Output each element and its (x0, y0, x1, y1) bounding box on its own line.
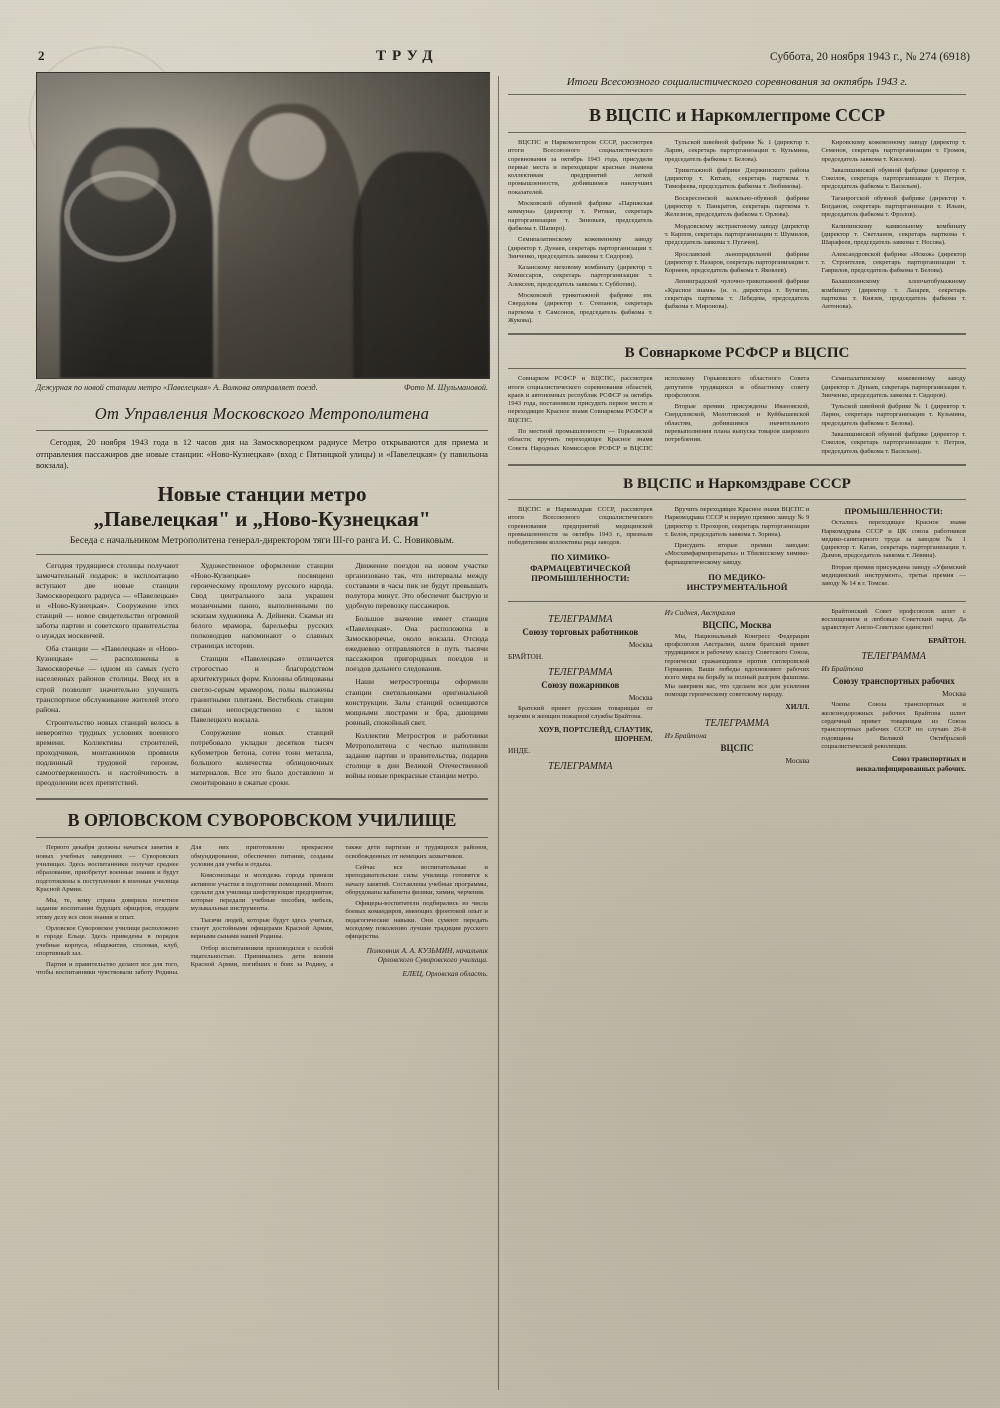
competition-results-heading: Итоги Всесоюзного социалистического соревнования за октябрь 1943 г. (566, 76, 908, 88)
paragraph: Завалишинской обувной фабрике (директор т. Соколов, секретарь парторганизации т. Петров, председатель фабкома т. Васильев). (821, 166, 966, 191)
paragraph: Оба станции — «Павелецкая» и «Ново-Кузнецкая» — расположены в Замоскворечье — одном из самых густо населенных районов столицы. Ввод их в строй позволит значительно улучшить транспортное обслуживание жителей этого района. (36, 644, 179, 714)
telegram-label: ТЕЛЕГРАММА (704, 717, 770, 729)
telegram-recipient: Союзу пожарников (541, 679, 620, 690)
right-column (508, 72, 966, 773)
telegram-label: ТЕЛЕГРАММА (548, 666, 613, 678)
paragraph: Вторая премия присуждена заводу «Уфимский медицинский инструмент», третья премия — заводу № 14 в г. Томске. (821, 563, 966, 588)
masthead (38, 48, 970, 65)
vcsps-legprom-body (508, 139, 966, 325)
paragraph: Балашихинскому хлопчатобумажному комбинату (директор т. Лазарев, секретарь парткома т. Князев, председатель фабкома т. Антонова). (821, 278, 966, 311)
telegram-body: Брайтонский Совет профсоюзов шлет с восхищением и любовью Советский народ. Да здравствует Англо-Советское единство! (821, 607, 966, 632)
telegram-signature: ХИЛЛ. (785, 702, 810, 712)
paragraph: Кировскому кожевенному заводу (директор т. Семенов, секретарь парторганизации т. Громов, председатель завкома т. Киселев). (821, 139, 966, 163)
paragraph: Воскресенской валяльно-обувной фабрике (директор т. Панкратов, секретарь парткома т. Железнов, председатель фабкома т. Орлова). (664, 194, 810, 219)
paragraph: Семипалатинскому кожевенному заводу (директор т. Дунаев, секретарь парторганизации т. Зинченко, председатель завкома т. Сидоров). (821, 375, 966, 399)
paragraph: Первого декабря должны начаться занятия в новых учебных заведениях — Суворовских училищах. Здесь воспитанники получат среднее образование, приобретут военные знания и будут подготовлены к поступлению в военные училища Красной Армии. (36, 844, 179, 893)
telegram-city: Москва (785, 756, 810, 766)
paragraph: Вручить переходящее Красное знамя ВЦСПС и Наркомздрава СССР и первую премию заводу № 9 (директор т. Прохоров, секретарь парторганизации т. Белов, председатель завкома т. Зорина). (664, 505, 810, 538)
metro-photo (36, 72, 490, 379)
telegram-item (508, 667, 653, 755)
telegram-item (508, 614, 653, 661)
sovnarkom-body (508, 375, 966, 456)
photo-caption-row (36, 383, 488, 392)
paragraph: Семипалатинскому кожевенному заводу (директор т. Дунаев, секретарь парторганизации т. Зинченко, председатель завкома т. Сидоров). (508, 236, 653, 260)
left-column (36, 72, 488, 978)
telegram-label: ТЕЛЕГРАММА (548, 760, 613, 772)
telegram-place: БРАЙТОН. (508, 651, 544, 661)
paragraph: Совнарком РСФСР и ВЦСПС, рассмотрев итоги социалистического соревнования областей, краев и автономных республик РСФСР за октябрь 1943 года, постановили присудить первое место и переходящее Красное знамя Совнаркома РСФСР и ВЦСПС. (508, 375, 653, 424)
telegram-place: ИНДЕ. (508, 745, 531, 755)
suvorov-signature-2: ЕЛЕЦ, Орловская область. (402, 968, 488, 978)
paragraph: Тысячи людей, которые будут здесь учиться, станут достойными офицерами Красной Армии, верными сынами нашей Родины. (190, 916, 334, 941)
vcsps-zdrav-heading: В ВЦСПС и Наркомздраве СССР (623, 475, 851, 492)
paragraph: Тульской швейной фабрике № 1 (директор т. Ларин, секретарь парторганизации т. Кузьмина, председатель фабкома т. Белова). (664, 139, 810, 163)
paragraph: ВЦСПС и Наркомздрав СССР, рассмотрев итоги Всесоюзного социалистического соревнования предприятий медицинской промышленности за октябрь 1943 г., признали победителями коллективы ряда заводов. (508, 505, 653, 547)
photo-caption: Дежурная по новой станции метро «Павелецкая» А. Волкова отправляет поезд. (36, 383, 318, 392)
article-title (36, 482, 488, 532)
article-title-line1: Новые станции метро (157, 481, 367, 506)
paragraph: Движение поездов на новом участке организовано так, что интервалы между составами в часы пик не будут превышать полутора минут. Это обеспечит быструю и удобную перевозку пассажиров. (345, 561, 488, 611)
paragraph: Офицеры-воспитатели подбирались из числа боевых командиров, имеющих фронтовой опыт и педагогические навыки. Они сумеют передать молодому поколению лучшие традиции русского офицерства. (345, 900, 488, 941)
telegram-body: Члены Союза транспортных и железнодорожных рабочих Брайтона шлют сердечный привет товарищам из Союза транспортных рабочих СССР по случаю 26-й годовщины Великой Октябрьской социалистической революции. (821, 701, 966, 750)
paragraph: Орловское Суворовское училище расположено в городе Ельце. Здесь приведены в порядок учебные корпуса, общежития, столовая, клуб, спортивный зал. (36, 925, 179, 957)
column-divider (498, 76, 499, 1390)
paragraph: Отбор воспитанников производился с особой тщательностью. Принимались дети воинов Красной Армии, погибших в боях за Родину, а также дети партизан и трудящихся районов, освобожденных от немецких захватчиков. (190, 844, 488, 969)
vcsps-legprom-heading: В ВЦСПС и Наркомлегпроме СССР (589, 105, 885, 125)
paragraph: Мордовскому экстрактовому заводу (директор т. Карпов, секретарь парторганизации т. Шумилов, председатель завкома т. Пугачев). (664, 222, 810, 247)
telegram-origin: Из Брайтона (821, 664, 864, 674)
paragraph: Присудить вторые премии заводам: «Мосхимфармпрепараты» и Тбилисскому химико-фармацевтическому заводу. (664, 542, 810, 566)
issue-line: Суббота, 20 ноября 1943 г., № 274 (6918) (770, 51, 970, 63)
article-body (36, 561, 488, 788)
paragraph: Сооружение новых станций потребовало укладки десятков тысяч кубометров бетона, сотен тонн металла, большого количества облицовочных материалов. Все это было доставлено и смонтировано в сжатые сроки. (190, 727, 334, 787)
paragraph: Московской обувной фабрике «Парижская коммуна» (директор т. Ритман, секретарь парторганизации т. Зиновьев, председатель фабкома т. Шапиро). (508, 200, 653, 232)
telegram-signature: БРАЙТОН. (928, 635, 966, 645)
telegram-origin: Из Брайтона (664, 730, 707, 740)
telegram-label: ТЕЛЕГРАММА (548, 613, 613, 625)
vcsps-zdrav-body (508, 506, 966, 593)
telegrams-area (508, 608, 966, 774)
suvorov-article-body (36, 844, 488, 978)
suvorov-article-title: В ОРЛОВСКОМ СУВОРОВСКОМ УЧИЛИЩЕ (67, 810, 457, 831)
paragraph: Комсомольцы и молодежь города приняли активное участие в подготовке помещений. Много сделали для училища шефствующие предприятия, которые передали учебные пособия, мебель, музыкальные инструменты. (190, 872, 334, 913)
paragraph: Ярославской льнопрядильной фабрике (директор т. Назаров, секретарь парторганизации т. Корнеев, председатель фабкома т. Яковлев). (664, 250, 810, 275)
paragraph: Калининскому камвольному комбинату (директор т. Светланов, секретарь парткома т. Шарафеев, председатель завкома т. Носова). (821, 222, 966, 247)
section-head-pharma: ПО ХИМИКО-ФАРМАЦЕВТИЧЕСКОЙ ПРОМЫШЛЕННОСТИ: (530, 552, 631, 584)
paragraph: Партия и правительство делают все для того, чтобы воспитанники чувствовали заботу Родины. Для них приготовлено прекрасное обмундирование, обеспечено питание, созданы условия для учебы и отдыха. (36, 844, 334, 977)
page-number: 2 (38, 48, 45, 63)
dept-lede: Сегодня, 20 ноября 1943 года в 12 часов дня на Замоскворецком радиусе Метро открываются для приема и отправления пассажиров две новые станции: «Ново-Кузнецкая» (вход с Пятницкой улицы) и «Павелецкая» (у павильона вокзала). (36, 437, 488, 471)
telegram-signature: ХОУВ, ПОРТСЛЕЙД, СЛАУТИК, ШОРНЕМ. (538, 724, 653, 744)
section-head-instruments: ПО МЕДИКО-ИНСТРУМЕНТАЛЬНОЙ ПРОМЫШЛЕННОСТИ: (686, 505, 943, 593)
paragraph: Строительство новых станций велось в невероятно трудных условиях военного времени. Коллективы строителей, проходчиков, монтажников проявили подлинный трудовой героизм, самоотверженность и настойчивость в преодолении всех препятствий. (36, 717, 179, 787)
paragraph: Таганрогской обувной фабрике (директор т. Богданов, секретарь парторганизации т. Ильин, председатель фабкома т. Фролов). (821, 194, 966, 219)
paragraph: Остались переходящее Красное знамя Наркомздрава СССР и ЦК союза работников медико-санитарного труда за заводом № 1 (директор т. Каган, секретарь парторганизации т. Дымов, председатель завкома т. Левина). (821, 519, 966, 560)
paragraph: По местной промышленности — Горьковской области; вручить переходящее Красное знамя Совета Народных Комиссаров РСФСР и ВЦСПС исполкому Горьковского областного Совета депутатов трудящихся и областному совету профсоюзов. (508, 375, 810, 452)
telegram-city: Москва (628, 639, 653, 649)
suvorov-signature-1: Полковник А. А. КУЗЬМИН, начальник Орловского Суворовского училища. (366, 945, 488, 965)
paragraph: Художественное оформление станции «Ново-Кузнецкая» посвящено героическому прошлому русского народа. Свод центрального зала украшен мозаичными панно, выполненными по эскизам художника А. Дейнеки. Скамьи из белого мрамора, барельефы русских полководцев напоминают о славных страницах истории. (190, 561, 334, 651)
paragraph: Казанскому меховому комбинату (директор т. Комиссаров, секретарь парторганизации т. Алексеев, председатель завкома т. Субботин). (508, 264, 653, 288)
paragraph: Завалишинской обувной фабрике (директор т. Соколов, секретарь парторганизации т. Петров, председатель фабкома т. Васильев). (821, 431, 966, 455)
article-subtitle: Беседа с начальником Метрополитена генерал-директором тяги III-го ранга И. С. Новиковым. (69, 535, 455, 547)
telegram-body: Братский привет русским товарищам от мужчин и женщин пожарной службы Брайтона. (508, 705, 653, 721)
paragraph: Мы, те, кому страна доверила почетное задание воспитания будущих офицеров, отдадим этому делу все свои знания и опыт. (36, 897, 179, 921)
telegram-item (821, 651, 966, 773)
telegram-recipient: Союзу торговых работников (522, 626, 639, 637)
paragraph: Станция «Павелецкая» отличается строгостью и благородством архитектурных форм. Колонны облицованы светло-серым мрамором, полы выложены гранитными плитами. Вестибюль станции связан непосредственно с залом Павелецкого вокзала. (190, 654, 334, 724)
paragraph: Трикотажной фабрике Дзержинского района (директор т. Китаев, секретарь парткома т. Тимофеева, председатель фабкома т. Любимова). (664, 166, 810, 191)
telegram-city: Москва (628, 693, 653, 703)
paragraph: Сегодня трудящиеся столицы получают замечательный подарок: в эксплоатацию вступают две новые станции Замоскворецкого радиуса — «Павелецкая» и «Ново-Кузнецкая». Сооружение этих станций — новое свидетельство огромной заботы партии и советского правительства о нуждах москвичей. (36, 561, 179, 641)
dept-heading: От Управления Московского Метрополитена (94, 404, 430, 423)
telegram-recipient: ВЦСПС (720, 742, 754, 753)
article-title-line2: „Павелецкая" и „Ново-Кузнецкая" (93, 506, 431, 531)
telegram-label: ТЕЛЕГРАММА (861, 651, 926, 663)
paragraph: ВЦСПС и Наркомлегпром СССР, рассмотрев итоги Всесоюзного социалистического соревнования за октябрь 1943 года, присудили первые места и переходящие красные знамена коллективам предприятий легкой промышленности, добившимся наилучших показателей. (508, 139, 653, 196)
paragraph: Сейчас все воспитательные и преподавательские силы училища готовятся к началу занятий. Составлены учебные программы, оборудованы кабинеты физики, химии, черчения. (345, 863, 488, 896)
telegram-city: Москва (942, 689, 966, 699)
telegram-recipient: Союзу транспортных рабочих (832, 676, 955, 687)
photo-credit: Фото М. Шульмановой. (403, 383, 488, 392)
paragraph: Тульской швейной фабрике № 1 (директор т. Ларин, секретарь парторганизации т. Кузьмина, председатель фабкома т. Белова). (821, 403, 966, 427)
paragraph: Наши метростроевцы оформили станции светильниками оригинальной конструкции. Залы станций освещаются мощными люстрами и бра, дающими ровный, спокойный свет. (345, 677, 488, 727)
paragraph: Московской трикотажной фабрике им. Свердлова (директор т. Степанов, секретарь парткома т. Самсонов, председатель фабкома т. Жукова). (508, 292, 653, 324)
telegram-origin: Из Сиднея, Австралия (664, 607, 736, 617)
newspaper-title: ТРУД (375, 48, 439, 64)
paragraph: Коллектив Метростроя и работники Метрополитена с честью выполнили задание партии и правительства, подарив столице в дни Великой Отечественной войны новые прекрасные станции метро. (345, 730, 488, 780)
telegram-recipient: ВЦСПС, Москва (702, 619, 772, 630)
paragraph: Ленинградской чулочно-трикотажной фабрике «Красное знамя» (и. о. директора т. Бутягин, секретарь парткома т. Лебедева, председатель фабкома т. Миронова). (664, 278, 810, 311)
telegram-body: Мы, Национальный Конгресс Федерации профсоюзов Австралии, шлем братский привет трудящимся и рабочему классу Советского Союза, героически сражающимся против гитлеровской Германии. Ваши победы вдохновляют рабочих всего мира на борьбу за полный разгром фашизма. Мы заверяем вас, что сделаем все для усиления помощи героическому советскому народу. (664, 632, 810, 698)
telegram-signature: Союз транспортных и неквалифицированных рабочих. (856, 754, 966, 773)
paragraph: Большое значение имеет станция «Павелецкая». Она расположена в Замоскворечье, около вокзала. Отсюда ежедневно отправляются в путь тысячи пассажиров пригородных поездов и поездов дальнего следования. (345, 614, 488, 674)
paragraph: Александровской фабрике «Искож» (директор т. Строителев, секретарь парторганизации т. Гаврилов, председатель фабкома т. Белова). (821, 250, 966, 275)
sovnarkom-heading: В Совнаркоме РСФСР и ВЦСПС (624, 345, 850, 362)
paragraph: Вторые премии присуждены Ивановской, Свердловской, Молотовской и Куйбышевской областям, добившимся значительного перевыполнения плана выпуска товаров широкого потребления. (664, 403, 810, 444)
